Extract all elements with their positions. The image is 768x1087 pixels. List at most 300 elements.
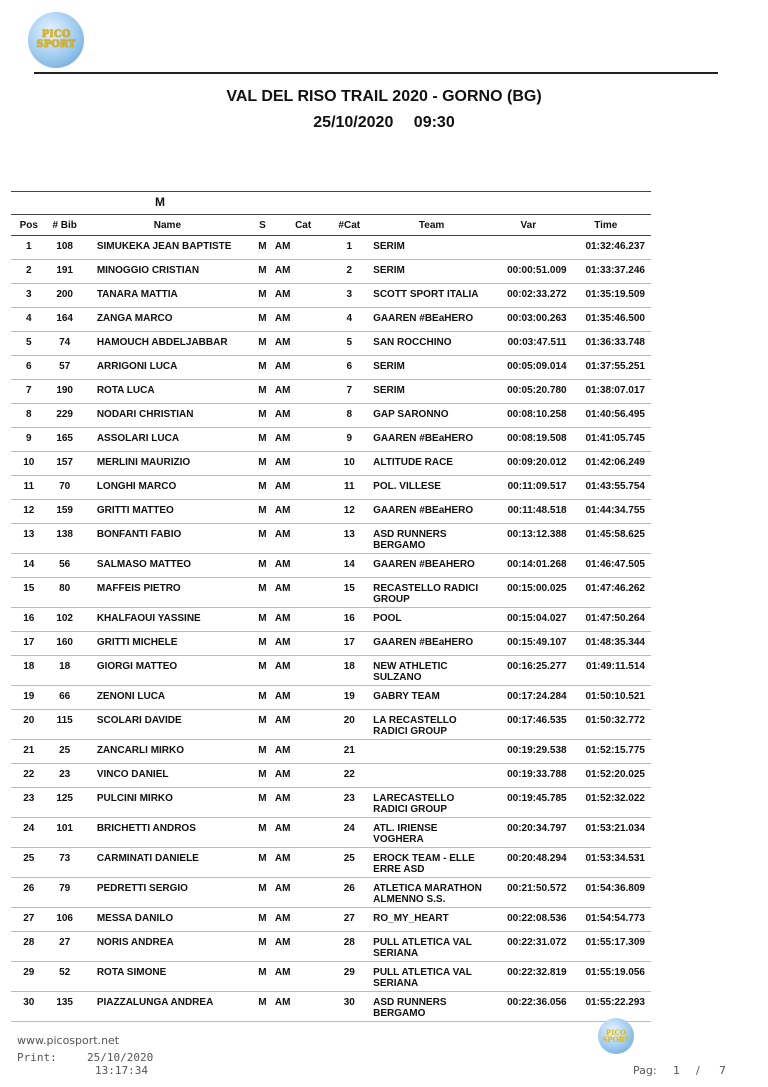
event-title: VAL DEL RISO TRAIL 2020 - GORNO (BG) — [226, 88, 542, 105]
cell-s: M — [252, 656, 273, 686]
cell-team: PULL ATLETICA VAL SERIANA — [367, 932, 490, 962]
cell-bib: 101 — [47, 818, 83, 848]
cell-time: 01:46:47.505 — [567, 554, 651, 578]
table-row — [11, 332, 651, 356]
cell-name: HAMOUCH ABDELJABBAR — [83, 332, 252, 356]
cell-bib: 80 — [47, 578, 83, 608]
cell-var: 00:19:45.785 — [490, 788, 567, 818]
cell-var: 00:22:31.072 — [490, 932, 567, 962]
cell-cat: AM — [273, 656, 332, 686]
cell-pos: 7 — [11, 380, 47, 404]
results-body — [11, 236, 651, 1022]
cell-team: ALTITUDE RACE — [367, 452, 490, 476]
cell-bib: 125 — [47, 788, 83, 818]
cell-pos: 24 — [11, 818, 47, 848]
cell-name: GRITTI MATTEO — [83, 500, 252, 524]
cell-ncat: 28 — [331, 932, 367, 962]
cell-bib: 138 — [47, 524, 83, 554]
cell-time: 01:40:56.495 — [567, 404, 651, 428]
cell-s: M — [252, 932, 273, 962]
cell-bib: 57 — [47, 356, 83, 380]
cell-pos: 22 — [11, 764, 47, 788]
table-row — [11, 656, 651, 686]
cell-pos: 10 — [11, 452, 47, 476]
cell-time: 01:43:55.754 — [567, 476, 651, 500]
cell-pos: 21 — [11, 740, 47, 764]
cell-bib: 25 — [47, 740, 83, 764]
cell-name: ROTA SIMONE — [83, 962, 252, 992]
cell-ncat: 4 — [331, 308, 367, 332]
cell-pos: 8 — [11, 404, 47, 428]
event-datetime: 25/10/2020 09:30 — [313, 114, 455, 131]
cell-var: 00:20:34.797 — [490, 818, 567, 848]
page-separator: / — [696, 1064, 700, 1077]
cell-cat: AM — [273, 788, 332, 818]
table-row — [11, 524, 651, 554]
table-row — [11, 740, 651, 764]
cell-time: 01:32:46.237 — [567, 236, 651, 260]
cell-team: SAN ROCCHINO — [367, 332, 490, 356]
cell-cat: AM — [273, 932, 332, 962]
cell-cat: AM — [273, 332, 332, 356]
cell-pos: 28 — [11, 932, 47, 962]
cell-name: BRICHETTI ANDROS — [83, 818, 252, 848]
cell-ncat: 27 — [331, 908, 367, 932]
cell-ncat: 18 — [331, 656, 367, 686]
cell-ncat: 30 — [331, 992, 367, 1022]
cell-var: 00:05:20.780 — [490, 380, 567, 404]
cell-time: 01:50:10.521 — [567, 686, 651, 710]
col-time: Time — [567, 215, 651, 236]
cell-pos: 15 — [11, 578, 47, 608]
picosport-logo — [28, 12, 84, 68]
cell-var: 00:02:33.272 — [490, 284, 567, 308]
cell-bib: 52 — [47, 962, 83, 992]
cell-pos: 2 — [11, 260, 47, 284]
logo-line2: SPORT — [36, 39, 76, 50]
table-row — [11, 932, 651, 962]
cell-time: 01:54:54.773 — [567, 908, 651, 932]
cell-name: TANARA MATTIA — [83, 284, 252, 308]
table-top-rule — [11, 191, 651, 192]
cell-team: LARECASTELLO RADICI GROUP — [367, 788, 490, 818]
cell-time: 01:50:32.772 — [567, 710, 651, 740]
cell-cat: AM — [273, 764, 332, 788]
cell-time: 01:49:11.514 — [567, 656, 651, 686]
cell-s: M — [252, 764, 273, 788]
cell-team: PULL ATLETICA VAL SERIANA — [367, 962, 490, 992]
cell-var: 00:11:48.518 — [490, 500, 567, 524]
cell-var: 00:17:46.535 — [490, 710, 567, 740]
cell-time: 01:35:46.500 — [567, 308, 651, 332]
cell-team: GAAREN #BEaHERO — [367, 308, 490, 332]
cell-ncat: 19 — [331, 686, 367, 710]
table-row — [11, 554, 651, 578]
cell-bib: 164 — [47, 308, 83, 332]
cell-pos: 1 — [11, 236, 47, 260]
cell-ncat: 26 — [331, 878, 367, 908]
cell-time: 01:41:05.745 — [567, 428, 651, 452]
cell-bib: 73 — [47, 848, 83, 878]
cell-pos: 25 — [11, 848, 47, 878]
cell-s: M — [252, 992, 273, 1022]
cell-team: SCOTT SPORT ITALIA — [367, 284, 490, 308]
cell-team: GABRY TEAM — [367, 686, 490, 710]
cell-time: 01:55:22.293 — [567, 992, 651, 1022]
cell-s: M — [252, 428, 273, 452]
cell-cat: AM — [273, 380, 332, 404]
cell-var: 00:03:47.511 — [490, 332, 567, 356]
cell-pos: 16 — [11, 608, 47, 632]
cell-cat: AM — [273, 452, 332, 476]
results-table — [11, 214, 651, 1022]
cell-cat: AM — [273, 578, 332, 608]
cell-s: M — [252, 380, 273, 404]
cell-pos: 29 — [11, 962, 47, 992]
cell-name: MERLINI MAURIZIO — [83, 452, 252, 476]
cell-pos: 30 — [11, 992, 47, 1022]
table-row — [11, 428, 651, 452]
cell-s: M — [252, 404, 273, 428]
cell-name: ZENONI LUCA — [83, 686, 252, 710]
cell-ncat: 9 — [331, 428, 367, 452]
cell-name: MAFFEIS PIETRO — [83, 578, 252, 608]
cell-time: 01:44:34.755 — [567, 500, 651, 524]
cell-s: M — [252, 554, 273, 578]
cell-name: CARMINATI DANIELE — [83, 848, 252, 878]
cell-ncat: 14 — [331, 554, 367, 578]
cell-var: 00:14:01.268 — [490, 554, 567, 578]
table-row — [11, 962, 651, 992]
table-row — [11, 476, 651, 500]
cell-s: M — [252, 632, 273, 656]
cell-team: RO_MY_HEART — [367, 908, 490, 932]
cell-time: 01:35:19.509 — [567, 284, 651, 308]
cell-team: GAAREN #BEaHERO — [367, 500, 490, 524]
cell-bib: 190 — [47, 380, 83, 404]
cell-s: M — [252, 818, 273, 848]
cell-team: LA RECASTELLO RADICI GROUP — [367, 710, 490, 740]
cell-s: M — [252, 578, 273, 608]
footer-logo — [598, 1018, 634, 1054]
cell-time: 01:52:32.022 — [567, 788, 651, 818]
cell-ncat: 22 — [331, 764, 367, 788]
cell-var: 00:15:00.025 — [490, 578, 567, 608]
cell-var: 00:15:04.027 — [490, 608, 567, 632]
table-row — [11, 308, 651, 332]
table-row — [11, 764, 651, 788]
cell-cat: AM — [273, 284, 332, 308]
cell-cat: AM — [273, 632, 332, 656]
cell-var: 00:19:33.788 — [490, 764, 567, 788]
cell-name: NODARI CHRISTIAN — [83, 404, 252, 428]
cell-bib: 108 — [47, 236, 83, 260]
cell-ncat: 6 — [331, 356, 367, 380]
table-row — [11, 452, 651, 476]
cell-ncat: 20 — [331, 710, 367, 740]
cell-bib: 18 — [47, 656, 83, 686]
cell-s: M — [252, 908, 273, 932]
cell-bib: 74 — [47, 332, 83, 356]
cell-s: M — [252, 284, 273, 308]
gender-heading: M — [155, 195, 165, 209]
cell-ncat: 11 — [331, 476, 367, 500]
cell-name: LONGHI MARCO — [83, 476, 252, 500]
col-s: S — [252, 215, 273, 236]
cell-team: GAAREN #BEAHERO — [367, 554, 490, 578]
cell-pos: 23 — [11, 788, 47, 818]
cell-var: 00:08:10.258 — [490, 404, 567, 428]
col-cat: Cat — [273, 215, 332, 236]
cell-pos: 27 — [11, 908, 47, 932]
cell-bib: 191 — [47, 260, 83, 284]
cell-s: M — [252, 608, 273, 632]
cell-time: 01:48:35.344 — [567, 632, 651, 656]
cell-name: BONFANTI FABIO — [83, 524, 252, 554]
cell-cat: AM — [273, 686, 332, 710]
cell-name: ZANCARLI MIRKO — [83, 740, 252, 764]
cell-cat: AM — [273, 710, 332, 740]
table-row — [11, 608, 651, 632]
cell-s: M — [252, 848, 273, 878]
cell-s: M — [252, 500, 273, 524]
cell-ncat: 23 — [331, 788, 367, 818]
cell-pos: 6 — [11, 356, 47, 380]
cell-cat: AM — [273, 260, 332, 284]
cell-time: 01:52:20.025 — [567, 764, 651, 788]
cell-ncat: 16 — [331, 608, 367, 632]
cell-ncat: 12 — [331, 500, 367, 524]
cell-s: M — [252, 962, 273, 992]
cell-cat: AM — [273, 554, 332, 578]
cell-time: 01:53:21.034 — [567, 818, 651, 848]
col-pos: Pos — [11, 215, 47, 236]
cell-var: 00:05:09.014 — [490, 356, 567, 380]
cell-var: 00:19:29.538 — [490, 740, 567, 764]
cell-var: 00:20:48.294 — [490, 848, 567, 878]
cell-team — [367, 764, 490, 788]
cell-bib: 115 — [47, 710, 83, 740]
cell-bib: 229 — [47, 404, 83, 428]
cell-name: SCOLARI DAVIDE — [83, 710, 252, 740]
cell-time: 01:53:34.531 — [567, 848, 651, 878]
cell-bib: 200 — [47, 284, 83, 308]
cell-s: M — [252, 356, 273, 380]
cell-ncat: 8 — [331, 404, 367, 428]
cell-time: 01:47:46.262 — [567, 578, 651, 608]
table-row — [11, 284, 651, 308]
cell-cat: AM — [273, 404, 332, 428]
cell-cat: AM — [273, 308, 332, 332]
cell-cat: AM — [273, 878, 332, 908]
cell-s: M — [252, 878, 273, 908]
cell-cat: AM — [273, 962, 332, 992]
cell-bib: 79 — [47, 878, 83, 908]
cell-bib: 27 — [47, 932, 83, 962]
cell-ncat: 1 — [331, 236, 367, 260]
table-row — [11, 380, 651, 404]
table-row — [11, 578, 651, 608]
table-row — [11, 260, 651, 284]
cell-name: GIORGI MATTEO — [83, 656, 252, 686]
cell-bib: 165 — [47, 428, 83, 452]
cell-time: 01:52:15.775 — [567, 740, 651, 764]
cell-cat: AM — [273, 848, 332, 878]
cell-ncat: 25 — [331, 848, 367, 878]
cell-ncat: 7 — [331, 380, 367, 404]
cell-name: SALMASO MATTEO — [83, 554, 252, 578]
cell-name: ROTA LUCA — [83, 380, 252, 404]
cell-ncat: 24 — [331, 818, 367, 848]
cell-bib: 66 — [47, 686, 83, 710]
cell-cat: AM — [273, 524, 332, 554]
table-row — [11, 404, 651, 428]
cell-pos: 18 — [11, 656, 47, 686]
cell-bib: 106 — [47, 908, 83, 932]
cell-pos: 20 — [11, 710, 47, 740]
cell-team: EROCK TEAM - ELLE ERRE ASD — [367, 848, 490, 878]
page-total: 7 — [719, 1064, 726, 1077]
cell-cat: AM — [273, 992, 332, 1022]
table-row — [11, 992, 651, 1022]
footer-logo-line1: PICO — [605, 1028, 627, 1037]
cell-var: 00:22:08.536 — [490, 908, 567, 932]
logo-line1: PICO — [41, 29, 71, 40]
col-ncat: #Cat — [331, 215, 367, 236]
col-var: Var — [490, 215, 567, 236]
cell-var: 00:00:51.009 — [490, 260, 567, 284]
cell-team: GAAREN #BEaHERO — [367, 428, 490, 452]
cell-cat: AM — [273, 428, 332, 452]
cell-pos: 26 — [11, 878, 47, 908]
page-label: Pag: — [633, 1064, 657, 1077]
cell-pos: 14 — [11, 554, 47, 578]
cell-pos: 3 — [11, 284, 47, 308]
cell-team: ATLETICA MARATHON ALMENNO S.S. — [367, 878, 490, 908]
cell-time: 01:38:07.017 — [567, 380, 651, 404]
cell-ncat: 2 — [331, 260, 367, 284]
cell-name: MESSA DANILO — [83, 908, 252, 932]
cell-ncat: 15 — [331, 578, 367, 608]
cell-var: 00:22:32.819 — [490, 962, 567, 992]
cell-s: M — [252, 476, 273, 500]
cell-name: ARRIGONI LUCA — [83, 356, 252, 380]
print-time: 13:17:34 — [95, 1064, 148, 1077]
cell-bib: 157 — [47, 452, 83, 476]
cell-var: 00:17:24.284 — [490, 686, 567, 710]
cell-s: M — [252, 686, 273, 710]
page-number: 1 — [673, 1064, 680, 1077]
cell-ncat: 5 — [331, 332, 367, 356]
cell-s: M — [252, 332, 273, 356]
cell-name: SIMUKEKA JEAN BAPTISTE — [83, 236, 252, 260]
cell-pos: 12 — [11, 500, 47, 524]
header-row — [11, 215, 651, 236]
cell-s: M — [252, 788, 273, 818]
cell-bib: 70 — [47, 476, 83, 500]
print-date: 25/10/2020 — [87, 1051, 154, 1064]
cell-s: M — [252, 740, 273, 764]
cell-var: 00:03:00.263 — [490, 308, 567, 332]
cell-s: M — [252, 710, 273, 740]
cell-name: NORIS ANDREA — [83, 932, 252, 962]
cell-team: RECASTELLO RADICI GROUP — [367, 578, 490, 608]
print-label: Print: — [17, 1051, 57, 1064]
col-name: Name — [83, 215, 252, 236]
table-row — [11, 236, 651, 260]
cell-s: M — [252, 260, 273, 284]
cell-name: ASSOLARI LUCA — [83, 428, 252, 452]
cell-team: SERIM — [367, 380, 490, 404]
col-team: Team — [367, 215, 490, 236]
cell-team: POL. VILLESE — [367, 476, 490, 500]
cell-pos: 4 — [11, 308, 47, 332]
table-row — [11, 818, 651, 848]
cell-team: SERIM — [367, 260, 490, 284]
cell-pos: 13 — [11, 524, 47, 554]
cell-pos: 19 — [11, 686, 47, 710]
cell-name: MINOGGIO CRISTIAN — [83, 260, 252, 284]
cell-var: 00:15:49.107 — [490, 632, 567, 656]
cell-cat: AM — [273, 908, 332, 932]
cell-ncat: 21 — [331, 740, 367, 764]
cell-ncat: 13 — [331, 524, 367, 554]
cell-bib: 160 — [47, 632, 83, 656]
cell-name: PULCINI MIRKO — [83, 788, 252, 818]
cell-team: GAAREN #BEaHERO — [367, 632, 490, 656]
cell-name: PEDRETTI SERGIO — [83, 878, 252, 908]
cell-team — [367, 740, 490, 764]
cell-team: ASD RUNNERS BERGAMO — [367, 524, 490, 554]
cell-name: PIAZZALUNGA ANDREA — [83, 992, 252, 1022]
cell-cat: AM — [273, 356, 332, 380]
cell-s: M — [252, 452, 273, 476]
cell-var — [490, 236, 567, 260]
cell-var: 00:22:36.056 — [490, 992, 567, 1022]
col-bib: # Bib — [47, 215, 83, 236]
cell-bib: 159 — [47, 500, 83, 524]
cell-s: M — [252, 524, 273, 554]
cell-cat: AM — [273, 500, 332, 524]
cell-pos: 11 — [11, 476, 47, 500]
cell-name: VINCO DANIEL — [83, 764, 252, 788]
cell-team: ATL. IRIENSE VOGHERA — [367, 818, 490, 848]
table-row — [11, 356, 651, 380]
cell-var: 00:16:25.277 — [490, 656, 567, 686]
cell-s: M — [252, 308, 273, 332]
cell-cat: AM — [273, 236, 332, 260]
cell-time: 01:37:55.251 — [567, 356, 651, 380]
cell-team: SERIM — [367, 356, 490, 380]
table-row — [11, 710, 651, 740]
cell-time: 01:42:06.249 — [567, 452, 651, 476]
cell-name: KHALFAOUI YASSINE — [83, 608, 252, 632]
cell-time: 01:54:36.809 — [567, 878, 651, 908]
cell-bib: 102 — [47, 608, 83, 632]
cell-pos: 5 — [11, 332, 47, 356]
table-row — [11, 686, 651, 710]
cell-team: POOL — [367, 608, 490, 632]
cell-bib: 135 — [47, 992, 83, 1022]
cell-name: ZANGA MARCO — [83, 308, 252, 332]
cell-ncat: 10 — [331, 452, 367, 476]
header-rule — [34, 72, 718, 74]
cell-team: ASD RUNNERS BERGAMO — [367, 992, 490, 1022]
table-row — [11, 788, 651, 818]
cell-cat: AM — [273, 608, 332, 632]
cell-time: 01:45:58.625 — [567, 524, 651, 554]
cell-cat: AM — [273, 818, 332, 848]
